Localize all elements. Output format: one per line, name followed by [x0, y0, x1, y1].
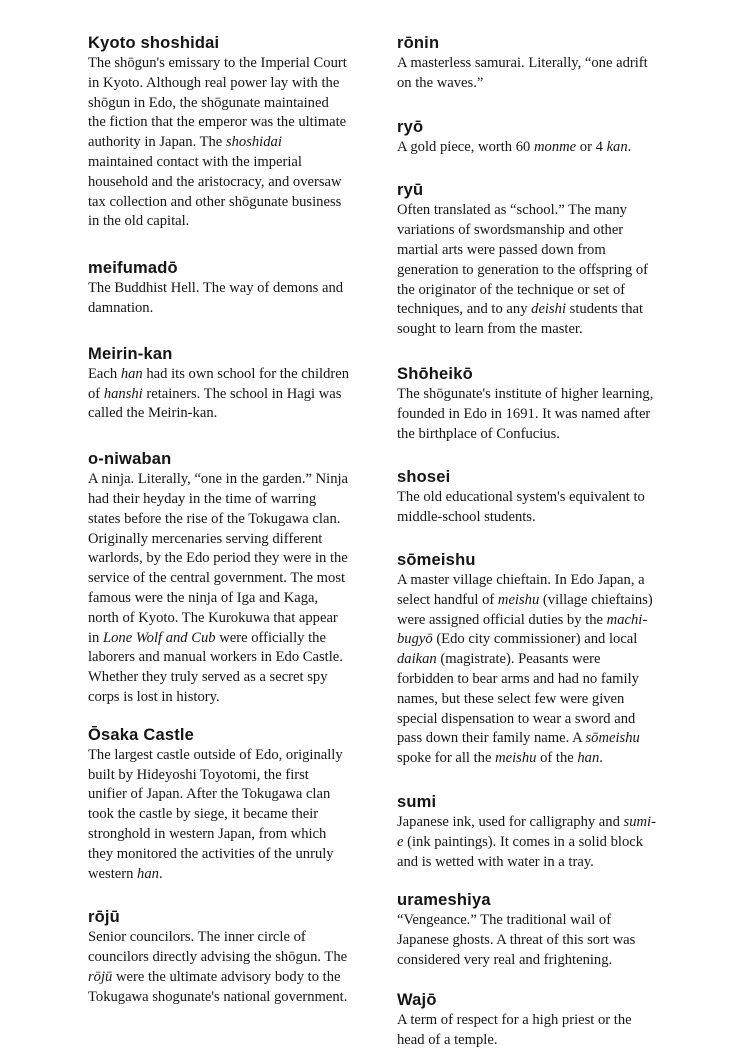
definition-text: retainers. The school in Hagi was called the Meirin-kan. [88, 385, 342, 422]
definition-text: spoke for all the [397, 750, 496, 767]
glossary-term: o-niwaban [88, 450, 172, 469]
definition-text: students that sought to learn from the master. [397, 301, 644, 338]
italic-term: machi-bugyō [397, 611, 648, 648]
definition-text: (ink paintings). It comes in a solid block and is wetted with water in a tray. [397, 833, 644, 870]
glossary-definition [88, 365, 350, 424]
glossary-definition [397, 571, 659, 769]
definition-text: (Edo city commissioner) and local [432, 631, 638, 648]
glossary-definition [397, 138, 659, 158]
definition-text: maintained contact with the imperial household and the aristocracy, and oversaw tax collection and other shōgunate business in the old capital. [88, 153, 342, 230]
glossary-entry-ronin [397, 32, 659, 94]
italic-term: han [120, 365, 143, 382]
glossary-term: ryō [397, 117, 424, 136]
definition-text: were officially the laborers and manual workers in Edo Castle. Whether they truly served as a secret spy corps is lost in history. [88, 629, 343, 705]
glossary-term: rōnin [397, 34, 440, 52]
glossary-definition [88, 746, 350, 885]
glossary-entry-sumi [397, 791, 659, 872]
glossary-entry-meirin-kan [88, 343, 350, 424]
italic-term: shoshidai [225, 134, 282, 151]
definition-text: Senior councilors. The inner circle of councilors directly advising the shōgun. The [88, 929, 348, 966]
glossary-term: rōjū [88, 908, 120, 927]
definition-text: or 4 [576, 138, 607, 155]
definition-text: were the ultimate advisory body to the Tokugawa shogunate's national government. [88, 968, 348, 1005]
definition-text: “Vengeance.” The traditional wail of Japanese ghosts. A threat of this sort was considered very real and frightening. [397, 912, 636, 968]
glossary-term: Ōsaka Castle [88, 725, 195, 744]
italic-term: daikan [397, 651, 437, 668]
definition-text: (village chieftains) were assigned official duties by the [397, 591, 653, 628]
italic-term: han [137, 865, 159, 882]
italic-term: deishi [531, 301, 567, 318]
glossary-definition [397, 1011, 659, 1050]
glossary-entry-o-niwaban [88, 448, 350, 708]
italic-term: meishu [497, 591, 540, 608]
definition-text: (magistrate). Peasants were forbidden to bear arms and had no family names, but these select few were given special dispensation to wear a sword and pass down their family name. A [397, 651, 639, 747]
definition-text: A gold piece, worth 60 [397, 138, 534, 155]
glossary-definition [88, 928, 350, 1007]
glossary-entry-roju [88, 906, 350, 1007]
italic-term: meishu [495, 750, 537, 767]
glossary-entry-shoheiko [397, 363, 659, 444]
glossary-definition [88, 470, 350, 708]
definition-text: . [158, 865, 163, 882]
glossary-term: shosei [397, 468, 451, 487]
definition-text: A ninja. Literally, “one in the garden.” Ninja had their heyday in the time of warring states before the rise of the Tokugawa clan. Originally mercenaries serving different warlords, by the Edo period they were in the service of the central government. The most famous were the ninja of Iga and Kaga, north of Kyoto. The Kurokuwa that appear in [88, 471, 349, 646]
glossary-definition [88, 279, 350, 319]
definition-text: A master village chieftain. In Edo Japan, a select handful of [397, 571, 645, 608]
definition-text: of the [536, 750, 578, 767]
glossary-entry-ryo [397, 116, 659, 158]
glossary-term: urameshiya [397, 891, 491, 910]
glossary-term: meifumadō [88, 259, 178, 278]
definition-text: The shōgunate's institute of higher learning, founded in Edo in 1691. It was named after the birthplace of Confucius. [397, 385, 654, 442]
glossary-entry-shosei [397, 466, 659, 528]
italic-term: han [577, 750, 600, 767]
definition-text: The old educational system's equivalent to middle-school students. [397, 489, 645, 526]
italic-term: sumi-e [397, 813, 656, 850]
glossary-definition [397, 911, 659, 970]
glossary-term: Meirin-kan [88, 344, 173, 363]
glossary-term: sōmeishu [397, 550, 476, 569]
glossary-definition [88, 54, 350, 232]
definition-text: Japanese ink, used for calligraphy and [397, 813, 624, 830]
definition-text: The largest castle outside of Edo, originally built by Hideyoshi Toyotomi, the first unifier of Japan. After the Tokugawa clan took the castle by siege, it became their stronghold in western Japan, from which they monitored the activities of the unruly western [88, 746, 343, 882]
glossary-definition [397, 813, 659, 872]
glossary-definition [397, 385, 659, 444]
definition-text: Each [88, 365, 121, 382]
italic-term: kan [606, 138, 628, 155]
definition-text: The shōgun's emissary to the Imperial Court in Kyoto. Although real power lay with the shōgun in Edo, the shōgunate maintained the fiction that the emperor was the ultimate authority in Japan. The [88, 55, 347, 151]
glossary-entry-someishu [397, 549, 659, 769]
italic-term: monme [534, 138, 577, 155]
italic-term: hanshi [103, 385, 143, 402]
glossary-term: sumi [397, 792, 437, 811]
glossary-entry-meifumado [88, 257, 350, 319]
definition-text: had its own school for the children of [88, 365, 350, 402]
definition-text: . [599, 750, 603, 767]
definition-text: A term of respect for a high priest or the head of a temple. [397, 1011, 632, 1048]
glossary-entry-osaka-castle [88, 724, 350, 885]
definition-text: Often translated as “school.” The many variations of swordsmanship and other martial arts were passed down from generation to generation to the offspring of the originator of the technique or set of techniques, and to any [397, 202, 648, 318]
glossary-term: ryū [397, 181, 424, 200]
glossary-definition [397, 488, 659, 528]
definition-text: . [627, 138, 632, 155]
glossary-definition [397, 54, 659, 94]
glossary-definition [397, 201, 659, 340]
italic-term: Lone Wolf and Cub [103, 629, 216, 646]
glossary-term: Kyoto shoshidai [88, 34, 220, 52]
glossary-entry-urameshiya [397, 889, 659, 970]
glossary-left-column [88, 32, 350, 1007]
glossary-right-column [397, 32, 659, 1050]
glossary-term: Shōheikō [397, 364, 473, 383]
italic-term: sōmeishu [585, 730, 640, 747]
glossary-entry-kyoto-shoshidai [88, 32, 350, 232]
definition-text: A masterless samurai. Literally, “one adrift on the waves.” [397, 55, 648, 91]
glossary-term: Wajō [397, 990, 437, 1009]
glossary-entry-wajo [397, 989, 659, 1050]
definition-text: The Buddhist Hell. The way of demons and damnation. [88, 280, 344, 316]
italic-term: rōjū [88, 968, 113, 985]
glossary-entry-ryu [397, 179, 659, 340]
